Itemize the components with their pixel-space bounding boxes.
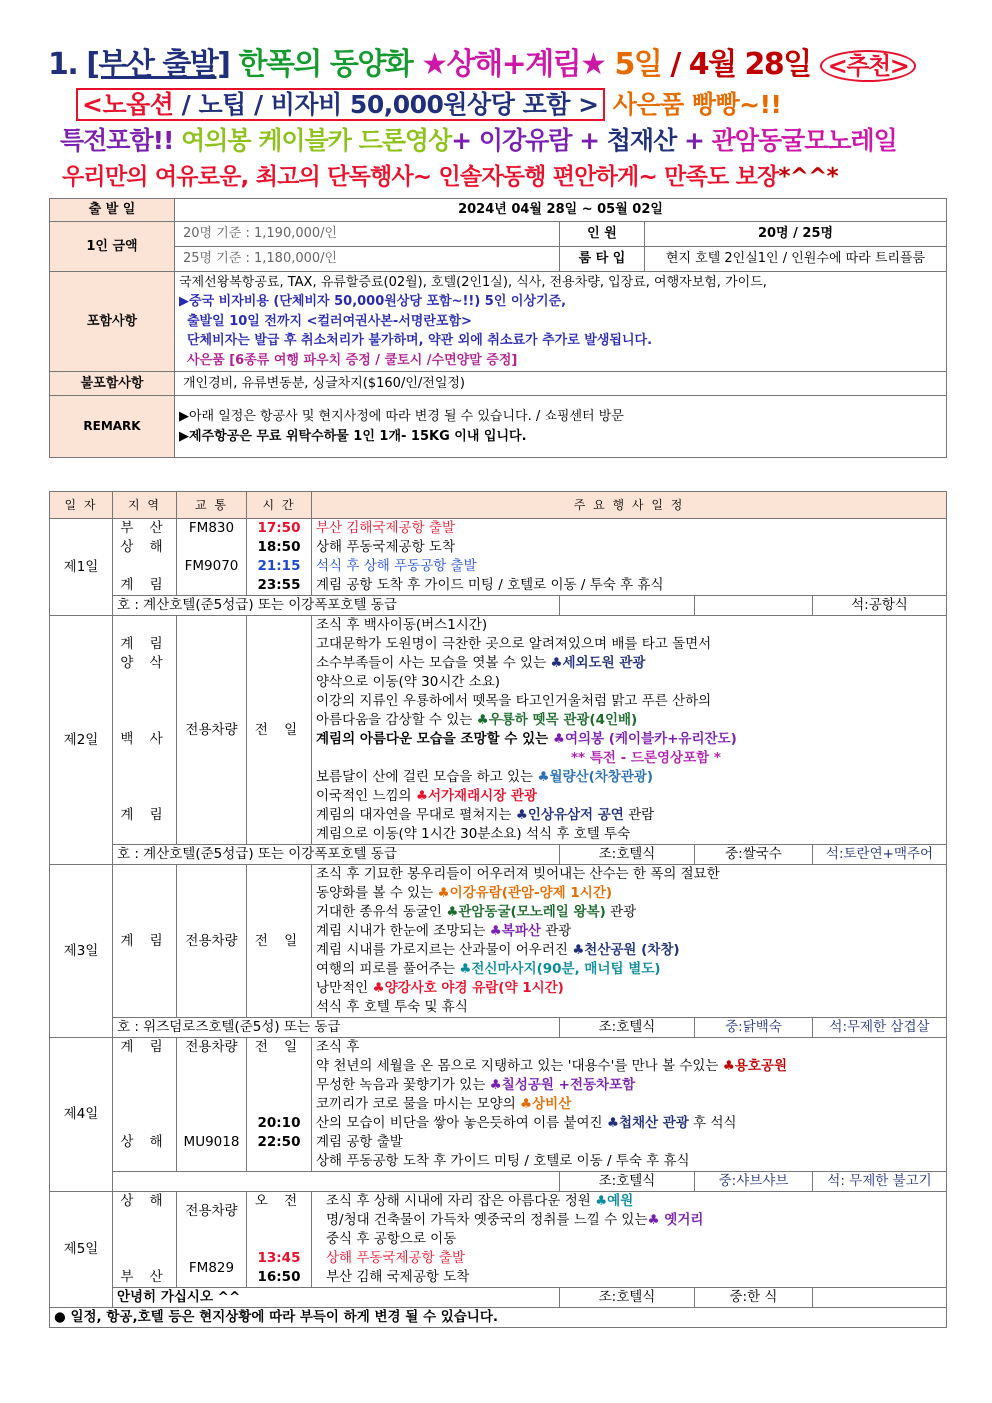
price-label: 1인 금액 — [50, 222, 175, 272]
itinerary-line: 조식 후 기묘한 봉우리들이 어우러져 빚어내는 산수는 한 폭의 절묘한 — [316, 866, 720, 882]
time: 전 일 — [247, 616, 312, 845]
day-label: 제1일 — [50, 519, 113, 616]
itinerary-text: 코끼리가 코로 물을 마시는 모양의 — [316, 1096, 521, 1112]
itinerary-line: 양삭으로 이동(약 30시간 소요) — [316, 674, 501, 690]
itinerary-text: 산의 모습이 비단을 쌓아 놓은듯하여 이름 붙여진 — [316, 1115, 607, 1131]
time: 18:50 — [257, 539, 301, 555]
info-table — [49, 198, 947, 458]
itinerary-line: 중식 후 공항으로 이동 — [326, 1231, 457, 1247]
special-cable: 여의봉 케이블카 드론영상 — [181, 126, 452, 155]
breakfast — [560, 596, 695, 616]
itinerary-text: 동양화를 볼 수 있는 — [316, 885, 438, 901]
special-river: + 이강유람 + — [451, 126, 607, 155]
itinerary-text: 여행의 피로를 풀어주는 — [316, 961, 460, 977]
region: 상 해 — [120, 539, 169, 555]
region: 양 삭 — [120, 655, 169, 671]
attraction: ♣여의봉 (케이블카+유리잔도) — [552, 731, 737, 747]
farewell: 안녕히 가십시오 ^^ — [113, 1288, 560, 1308]
tagline: 우리만의 여유로운, 최고의 단독행사~ 인솔자동행 편안하게~ 만족도 보장 — [62, 164, 779, 190]
hotel-info: 호 : 위즈덤로즈호텔(준5성) 또는 동급 — [113, 1018, 560, 1038]
breakfast: 조:호텔식 — [560, 1172, 695, 1192]
itinerary-text: 관람 — [623, 807, 655, 823]
dinner: 석:무제한 삼겹살 — [813, 1018, 947, 1038]
price-20: 20명 기준 : 1,190,000/인 — [175, 222, 560, 247]
itinerary-text: 무성한 녹음과 꽃향기가 있는 — [316, 1077, 490, 1093]
lunch: 중:쌀국수 — [695, 845, 813, 865]
itinerary-line: 계림 공항 도착 후 가이드 미팅 / 호텔로 이동 / 투숙 후 휴식 — [316, 577, 664, 593]
dinner: 석: 무제한 불고기 — [813, 1172, 947, 1192]
attraction: ♣세외도원 관광 — [550, 655, 646, 671]
itinerary-text: 후 석식 — [688, 1115, 737, 1131]
title-theme: 한폭의 동양화 — [229, 47, 422, 82]
region: 계 림 — [120, 807, 169, 823]
itinerary-text: 계림 시내가 한눈에 조망되는 — [316, 923, 490, 939]
attraction: ♣천산공원 (차창) — [572, 942, 680, 958]
departure-dates: 2024년 04월 28일 ~ 05월 02일 — [175, 199, 947, 222]
itinerary-text: 소수부족들이 사는 모습을 엿볼 수 있는 — [316, 655, 551, 671]
time: 전 일 — [247, 865, 312, 1018]
attraction: ♣인상유삼저 공연 — [515, 807, 624, 823]
title-days: 5일 — [605, 47, 662, 82]
time: 13:45 — [257, 1250, 301, 1266]
itinerary-text: 보름달이 산에 걸린 모습을 하고 있는 — [316, 769, 538, 785]
pax-value: 20명 / 25명 — [645, 222, 947, 247]
lunch: 중:한 식 — [695, 1288, 813, 1308]
region: 백 사 — [120, 731, 169, 747]
col-transport: 교 통 — [177, 492, 247, 519]
price-25: 25명 기준 : 1,180,000/인 — [175, 247, 560, 272]
dinner: 석:토란연+맥주어 — [813, 845, 947, 865]
itinerary-text: 약 천년의 세월을 온 몸으로 지탱하고 있는 '대용수'를 만나 볼 수있는 — [316, 1058, 723, 1074]
flight-number: FM9070 — [184, 558, 239, 574]
remark-line: ▶제주항공은 무료 위탁수하물 1인 1개- 15KG 이내 입니다. — [179, 428, 527, 444]
transport: 전용차량 — [177, 616, 247, 845]
exclusions-label: 불포함사항 — [50, 372, 175, 396]
time: 22:50 — [257, 1134, 301, 1150]
attraction: ♣복파산 — [489, 923, 541, 939]
hotel-info — [113, 1172, 560, 1192]
transport: 전용차량 — [177, 865, 247, 1018]
itinerary-line: 부산 김해 국제공항 도착 — [326, 1269, 470, 1285]
inclusion-line: 사은품 [6종류 여행 파우치 증정 / 쿨토시 /수면양말 증정] — [187, 352, 518, 368]
itinerary-text: 낭만적인 — [316, 980, 373, 996]
col-day: 일 자 — [50, 492, 113, 519]
remark-line: ▶아래 일정은 항공사 및 현지사정에 따라 변경 될 수 있습니다. / 쇼핑센터 방문 — [179, 408, 624, 424]
attraction: ♣양강사호 야경 유람(약 1시간) — [372, 980, 564, 996]
lunch — [695, 596, 813, 616]
day-3-row — [50, 865, 947, 1018]
title-date: / 4월 28일 — [661, 47, 820, 82]
inclusion-line: 국제선왕복항공료, TAX, 유류할증료(02월), 호텔(2인1실), 식사, 전용차량, 입장료, 여행자보험, 가이드, — [179, 274, 767, 290]
day-1-row — [50, 519, 947, 596]
no-option-label: <노옵션 — [82, 90, 174, 119]
time: 21:15 — [257, 558, 301, 574]
exclusions-value: 개인경비, 유류변동분, 싱글차지($160/인/전일정) — [175, 372, 947, 396]
region: 상 해 — [120, 1134, 169, 1150]
title-line-2 — [76, 92, 992, 117]
attraction: ♣우룡하 뗏목 관광(4인배) — [476, 712, 638, 728]
drone-special: ** 특전 - 드론영상포함 * — [571, 750, 721, 766]
attraction: ♣ 옛거리 — [647, 1212, 704, 1228]
title-number: 1. — [48, 47, 87, 82]
itinerary-line: 상해 푸동국제공항 도착 — [316, 539, 455, 555]
flight-number: FM830 — [188, 520, 235, 536]
itinerary-text: 관광 — [540, 923, 572, 939]
day-label: 제5일 — [50, 1192, 113, 1308]
attraction: ♣관암동굴(모노레일 왕복) — [446, 904, 606, 920]
time: 오 전 — [254, 1193, 304, 1209]
attraction: ♣이강유람(관암-양제 1시간) — [437, 885, 613, 901]
inclusion-line: ▶중국 비자비용 (단체비자 50,000원상당 포함~!!) 5인 이상기준, — [179, 294, 567, 310]
col-itinerary: 주 요 행 사 일 정 — [312, 492, 947, 519]
lunch: 중:닭백숙 — [695, 1018, 813, 1038]
title-departure: [부산 출발] — [86, 47, 230, 82]
attraction: ♣월량산(차창관광) — [537, 769, 654, 785]
day-4-row — [50, 1038, 947, 1172]
breakfast: 조:호텔식 — [560, 845, 695, 865]
day-label: 제3일 — [50, 865, 113, 1038]
itinerary-line: 이강의 지류인 우룡하에서 뗏목을 타고인거울처럼 맑고 푸른 산하의 — [316, 693, 712, 709]
schedule-table — [49, 491, 947, 1328]
attraction: ♣상비산 — [520, 1096, 572, 1112]
itinerary-text: 관광 — [605, 904, 637, 920]
itinerary-text: 아름다움을 감상할 수 있는 — [316, 712, 477, 728]
col-region: 지 역 — [113, 492, 177, 519]
title-line-1 — [48, 47, 992, 82]
special-label: 특전포함!! — [60, 126, 182, 155]
breakfast: 조:호텔식 — [560, 1288, 695, 1308]
itinerary-text: 명/청대 건축물이 가득차 옛중국의 정취를 느낄 수 있는 — [326, 1212, 648, 1228]
time: 23:55 — [257, 577, 301, 593]
day-label: 제2일 — [50, 616, 113, 865]
itinerary-text: 조식 후 상해 시내에 자리 잡은 아름다운 정원 — [326, 1193, 596, 1209]
special-cave: 관암동굴모노레일 — [711, 126, 897, 155]
itinerary-text: 계림의 아름다운 모습을 조망할 수 있는 — [316, 731, 553, 747]
attraction: ♣칠성공원 +전동차포함 — [489, 1077, 636, 1093]
attraction: ♣첩채산 관광 — [606, 1115, 689, 1131]
itinerary-line: 계림 공항 출발 — [316, 1134, 403, 1150]
itinerary-text: 계림의 대자연을 무대로 펼쳐지는 — [316, 807, 516, 823]
title-line-4 — [62, 166, 992, 189]
pax-label: 인 원 — [560, 222, 645, 247]
recommend-badge: <추천> — [820, 50, 917, 82]
inclusion-line: 출발일 10일 전까지 <컬러여권사본-서명란포함> — [187, 313, 472, 329]
lunch: 중:샤브샤브 — [695, 1172, 813, 1192]
day-2-row — [50, 616, 947, 845]
attraction: ♣예원 — [595, 1193, 634, 1209]
inclusion-line: 단체비자는 발급 후 취소처리가 불가하며, 약관 외에 취소료가 추가로 발생됩니다. — [187, 333, 653, 349]
itinerary-line: 상해 푸동국제공항 출발 — [326, 1250, 465, 1266]
title-line-3 — [60, 128, 992, 153]
day-label: 제4일 — [50, 1038, 113, 1192]
region: 계 림 — [120, 636, 169, 652]
attraction: ♣용호공원 — [722, 1058, 788, 1074]
itinerary-text: 거대한 종유석 동굴인 — [316, 904, 447, 920]
day-5-row — [50, 1192, 947, 1288]
itinerary-text: 이국적인 느낌의 — [316, 788, 416, 804]
region: 계 림 — [120, 1039, 169, 1055]
itinerary-line: 부산 김해국제공항 출발 — [316, 520, 455, 536]
itinerary-line: 조식 후 — [316, 1039, 360, 1055]
flight-number: MU9018 — [183, 1134, 240, 1150]
departure-label: 출 발 일 — [50, 199, 175, 222]
breakfast: 조:호텔식 — [560, 1018, 695, 1038]
room-label: 룸 타 입 — [560, 247, 645, 272]
remark-label: REMARK — [50, 396, 175, 458]
hotel-info: 호 : 계산호텔(준5성급) 또는 이강폭포호텔 동급 — [113, 845, 560, 865]
dinner — [813, 1288, 947, 1308]
itinerary-line: 상해 푸동공항 도착 후 가이드 미팅 / 호텔로 이동 / 투숙 후 휴식 — [316, 1153, 690, 1169]
hotel-info: 호 : 계산호텔(준5성급) 또는 이강폭포호텔 동급 — [113, 596, 560, 616]
itinerary-line: 석식 후 호텔 투숙 및 휴식 — [316, 999, 468, 1015]
col-time: 시 간 — [247, 492, 312, 519]
attraction: ♣서가재래시장 관광 — [415, 788, 538, 804]
gift-label: 사은품 빵빵~!! — [604, 90, 782, 119]
dinner: 석:공항식 — [813, 596, 947, 616]
itinerary-line: 석식 후 상해 푸동공항 출발 — [316, 558, 477, 574]
transport: 전용차량 — [185, 1039, 238, 1055]
room-value: 현지 호텔 2인실1인 / 인원수에 따라 트리플룸 — [645, 247, 947, 272]
region: 부 산 — [120, 1269, 169, 1285]
transport: 전용차량 — [185, 1202, 238, 1219]
region: 상 해 — [120, 1193, 169, 1209]
tagline-emoji: *^^* — [778, 164, 838, 190]
inclusion-summary: / 노팁 / 비자비 50,000원상당 포함 > — [173, 90, 599, 119]
inclusions-label: 포함사항 — [50, 272, 175, 372]
region: 계 림 — [113, 865, 177, 1018]
itinerary-line: 계림으로 이동(약 1시간 30분소요) 석식 후 호텔 투숙 — [316, 826, 631, 842]
footer-note: ● 일정, 항공,호텔 등은 현지상황에 따라 부득이 하게 변경 될 수 있습니다. — [50, 1308, 947, 1328]
special-mountain: 첩재산 — [606, 126, 677, 155]
region: 부 산 — [120, 520, 169, 536]
flight-number: FM829 — [188, 1259, 235, 1276]
attraction: ♣전신마사지(90분, 매너팁 별도) — [459, 961, 661, 977]
title-destination: ★상해+계림★ — [421, 47, 606, 82]
time: 20:10 — [257, 1115, 301, 1131]
plus-sign: + — [676, 126, 712, 155]
time: 16:50 — [257, 1269, 301, 1285]
itinerary-line: 고대문학가 도원명이 극찬한 곳으로 알려져있으며 배를 타고 돌면서 — [316, 636, 712, 652]
time: 전 일 — [254, 1039, 304, 1055]
region: 계 림 — [120, 577, 169, 593]
itinerary-line: 조식 후 백사이동(버스1시간) — [316, 617, 488, 633]
time: 17:50 — [257, 520, 301, 536]
itinerary-text: 계림 시내를 가로지르는 산과물이 어우러진 — [316, 942, 573, 958]
